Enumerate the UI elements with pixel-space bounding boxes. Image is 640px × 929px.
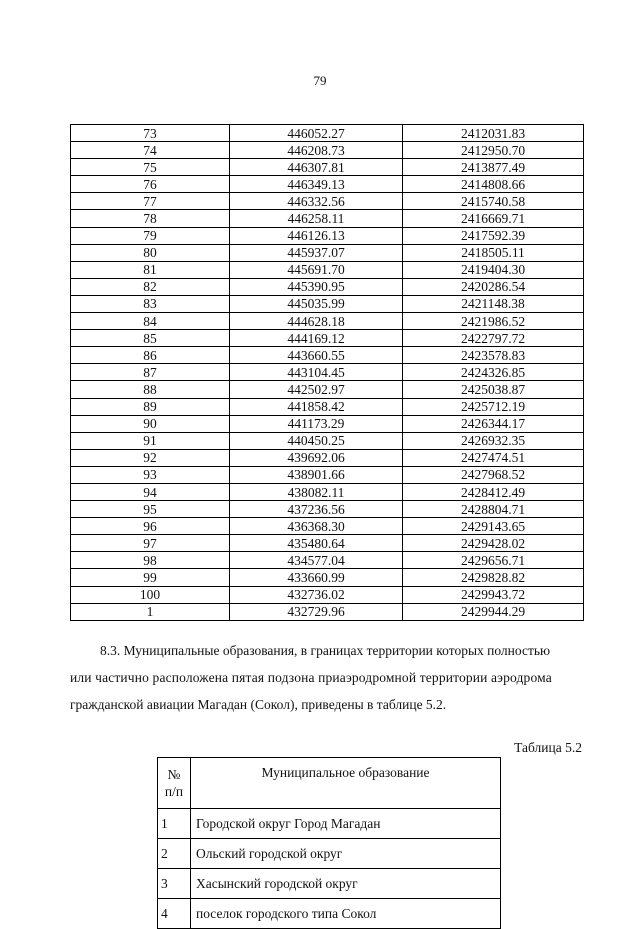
y-coordinate: 2429944.29 bbox=[403, 603, 584, 620]
y-coordinate: 2427968.52 bbox=[403, 466, 584, 483]
table-row bbox=[71, 432, 584, 449]
point-number: 97 bbox=[71, 535, 230, 552]
paragraph-line: гражданской авиации Магадан (Сокол), приведены в таблице 5.2. bbox=[70, 697, 447, 712]
y-coordinate: 2429828.82 bbox=[403, 569, 584, 586]
municipality-name: Хасынский городской округ bbox=[191, 869, 501, 899]
x-coordinate: 446208.73 bbox=[230, 142, 403, 159]
x-coordinate: 434577.04 bbox=[230, 552, 403, 569]
point-number: 84 bbox=[71, 313, 230, 330]
y-coordinate: 2421986.52 bbox=[403, 313, 584, 330]
point-number: 95 bbox=[71, 501, 230, 518]
x-coordinate: 446349.13 bbox=[230, 176, 403, 193]
point-number: 94 bbox=[71, 483, 230, 500]
table-row bbox=[71, 210, 584, 227]
table-row bbox=[71, 227, 584, 244]
section-8-3-paragraph bbox=[70, 637, 583, 718]
table-row bbox=[71, 142, 584, 159]
point-number: 85 bbox=[71, 330, 230, 347]
x-coordinate: 439692.06 bbox=[230, 449, 403, 466]
y-coordinate: 2429656.71 bbox=[403, 552, 584, 569]
table-row bbox=[71, 125, 584, 142]
x-coordinate: 441173.29 bbox=[230, 415, 403, 432]
row-number: 2 bbox=[158, 839, 191, 869]
y-coordinate: 2422797.72 bbox=[403, 330, 584, 347]
point-number: 100 bbox=[71, 586, 230, 603]
y-coordinate: 2421148.38 bbox=[403, 295, 584, 312]
point-number: 73 bbox=[71, 125, 230, 142]
table-row bbox=[71, 261, 584, 278]
table-header-row bbox=[158, 758, 501, 809]
y-coordinate: 2426344.17 bbox=[403, 415, 584, 432]
table-row bbox=[71, 313, 584, 330]
municipalities-table bbox=[157, 757, 501, 929]
table-row bbox=[71, 466, 584, 483]
table-row bbox=[71, 364, 584, 381]
point-number: 89 bbox=[71, 398, 230, 415]
point-number: 93 bbox=[71, 466, 230, 483]
x-coordinate: 432736.02 bbox=[230, 586, 403, 603]
x-coordinate: 432729.96 bbox=[230, 603, 403, 620]
point-number: 78 bbox=[71, 210, 230, 227]
x-coordinate: 443104.45 bbox=[230, 364, 403, 381]
y-coordinate: 2429143.65 bbox=[403, 518, 584, 535]
y-coordinate: 2425712.19 bbox=[403, 398, 584, 415]
point-number: 96 bbox=[71, 518, 230, 535]
page-number: 79 bbox=[313, 73, 327, 88]
point-number: 82 bbox=[71, 278, 230, 295]
point-number: 98 bbox=[71, 552, 230, 569]
y-coordinate: 2429943.72 bbox=[403, 586, 584, 603]
table-row bbox=[71, 398, 584, 415]
paragraph-line: или частично расположена пятая подзона приаэродромной территории аэродрома bbox=[70, 670, 552, 685]
point-number: 92 bbox=[71, 449, 230, 466]
table-row bbox=[71, 347, 584, 364]
point-number: 91 bbox=[71, 432, 230, 449]
x-coordinate: 443660.55 bbox=[230, 347, 403, 364]
table-row bbox=[71, 295, 584, 312]
municipality-name: Ольский городской округ bbox=[191, 839, 501, 869]
table-row bbox=[71, 535, 584, 552]
point-number: 81 bbox=[71, 261, 230, 278]
point-number: 87 bbox=[71, 364, 230, 381]
table-row bbox=[71, 603, 584, 620]
x-coordinate: 446126.13 bbox=[230, 227, 403, 244]
point-number: 76 bbox=[71, 176, 230, 193]
x-coordinate: 446307.81 bbox=[230, 159, 403, 176]
table-row bbox=[71, 586, 584, 603]
table-row bbox=[71, 381, 584, 398]
table-row bbox=[158, 899, 501, 929]
table-row bbox=[71, 278, 584, 295]
coordinates-table bbox=[70, 124, 584, 621]
table-row bbox=[71, 483, 584, 500]
x-coordinate: 440450.25 bbox=[230, 432, 403, 449]
x-coordinate: 438082.11 bbox=[230, 483, 403, 500]
y-coordinate: 2428804.71 bbox=[403, 501, 584, 518]
x-coordinate: 446258.11 bbox=[230, 210, 403, 227]
municipality-name: Городской округ Город Магадан bbox=[191, 809, 501, 839]
header-number bbox=[158, 758, 191, 809]
point-number: 77 bbox=[71, 193, 230, 210]
y-coordinate: 2425038.87 bbox=[403, 381, 584, 398]
x-coordinate: 445691.70 bbox=[230, 261, 403, 278]
table-row bbox=[158, 809, 501, 839]
row-number: 4 bbox=[158, 899, 191, 929]
table-row bbox=[71, 569, 584, 586]
table-row bbox=[71, 415, 584, 432]
row-number: 1 bbox=[158, 809, 191, 839]
table-row bbox=[158, 839, 501, 869]
x-coordinate: 442502.97 bbox=[230, 381, 403, 398]
x-coordinate: 436368.30 bbox=[230, 518, 403, 535]
y-coordinate: 2420286.54 bbox=[403, 278, 584, 295]
y-coordinate: 2414808.66 bbox=[403, 176, 584, 193]
y-coordinate: 2413877.49 bbox=[403, 159, 584, 176]
table-row bbox=[71, 159, 584, 176]
y-coordinate: 2416669.71 bbox=[403, 210, 584, 227]
point-number: 86 bbox=[71, 347, 230, 364]
y-coordinate: 2423578.83 bbox=[403, 347, 584, 364]
x-coordinate: 435480.64 bbox=[230, 535, 403, 552]
point-number: 80 bbox=[71, 244, 230, 261]
x-coordinate: 445390.95 bbox=[230, 278, 403, 295]
municipality-name: поселок городского типа Сокол bbox=[191, 899, 501, 929]
x-coordinate: 446332.56 bbox=[230, 193, 403, 210]
table-row bbox=[71, 193, 584, 210]
y-coordinate: 2428412.49 bbox=[403, 483, 584, 500]
header-number-line1: № bbox=[167, 767, 181, 782]
table-row bbox=[71, 501, 584, 518]
table-row bbox=[71, 552, 584, 569]
header-name: Муниципальное образование bbox=[191, 758, 501, 809]
row-number: 3 bbox=[158, 869, 191, 899]
x-coordinate: 441858.42 bbox=[230, 398, 403, 415]
x-coordinate: 437236.56 bbox=[230, 501, 403, 518]
x-coordinate: 446052.27 bbox=[230, 125, 403, 142]
y-coordinate: 2412950.70 bbox=[403, 142, 584, 159]
y-coordinate: 2417592.39 bbox=[403, 227, 584, 244]
y-coordinate: 2418505.11 bbox=[403, 244, 584, 261]
x-coordinate: 444169.12 bbox=[230, 330, 403, 347]
y-coordinate: 2419404.30 bbox=[403, 261, 584, 278]
paragraph-line: 8.3. Муниципальные образования, в границах территории которых полностью bbox=[100, 643, 551, 658]
point-number: 75 bbox=[71, 159, 230, 176]
x-coordinate: 444628.18 bbox=[230, 313, 403, 330]
table-caption: Таблица 5.2 bbox=[514, 740, 582, 755]
table-row bbox=[158, 869, 501, 899]
y-coordinate: 2427474.51 bbox=[403, 449, 584, 466]
table-row bbox=[71, 244, 584, 261]
table-row bbox=[71, 176, 584, 193]
point-number: 83 bbox=[71, 295, 230, 312]
x-coordinate: 433660.99 bbox=[230, 569, 403, 586]
x-coordinate: 438901.66 bbox=[230, 466, 403, 483]
point-number: 99 bbox=[71, 569, 230, 586]
table-row bbox=[71, 518, 584, 535]
point-number: 74 bbox=[71, 142, 230, 159]
point-number: 88 bbox=[71, 381, 230, 398]
point-number: 1 bbox=[71, 603, 230, 620]
y-coordinate: 2412031.83 bbox=[403, 125, 584, 142]
point-number: 79 bbox=[71, 227, 230, 244]
y-coordinate: 2415740.58 bbox=[403, 193, 584, 210]
header-number-line2: п/п bbox=[164, 784, 184, 799]
table-row bbox=[71, 449, 584, 466]
y-coordinate: 2424326.85 bbox=[403, 364, 584, 381]
x-coordinate: 445937.07 bbox=[230, 244, 403, 261]
point-number: 90 bbox=[71, 415, 230, 432]
y-coordinate: 2426932.35 bbox=[403, 432, 584, 449]
x-coordinate: 445035.99 bbox=[230, 295, 403, 312]
y-coordinate: 2429428.02 bbox=[403, 535, 584, 552]
table-row bbox=[71, 330, 584, 347]
